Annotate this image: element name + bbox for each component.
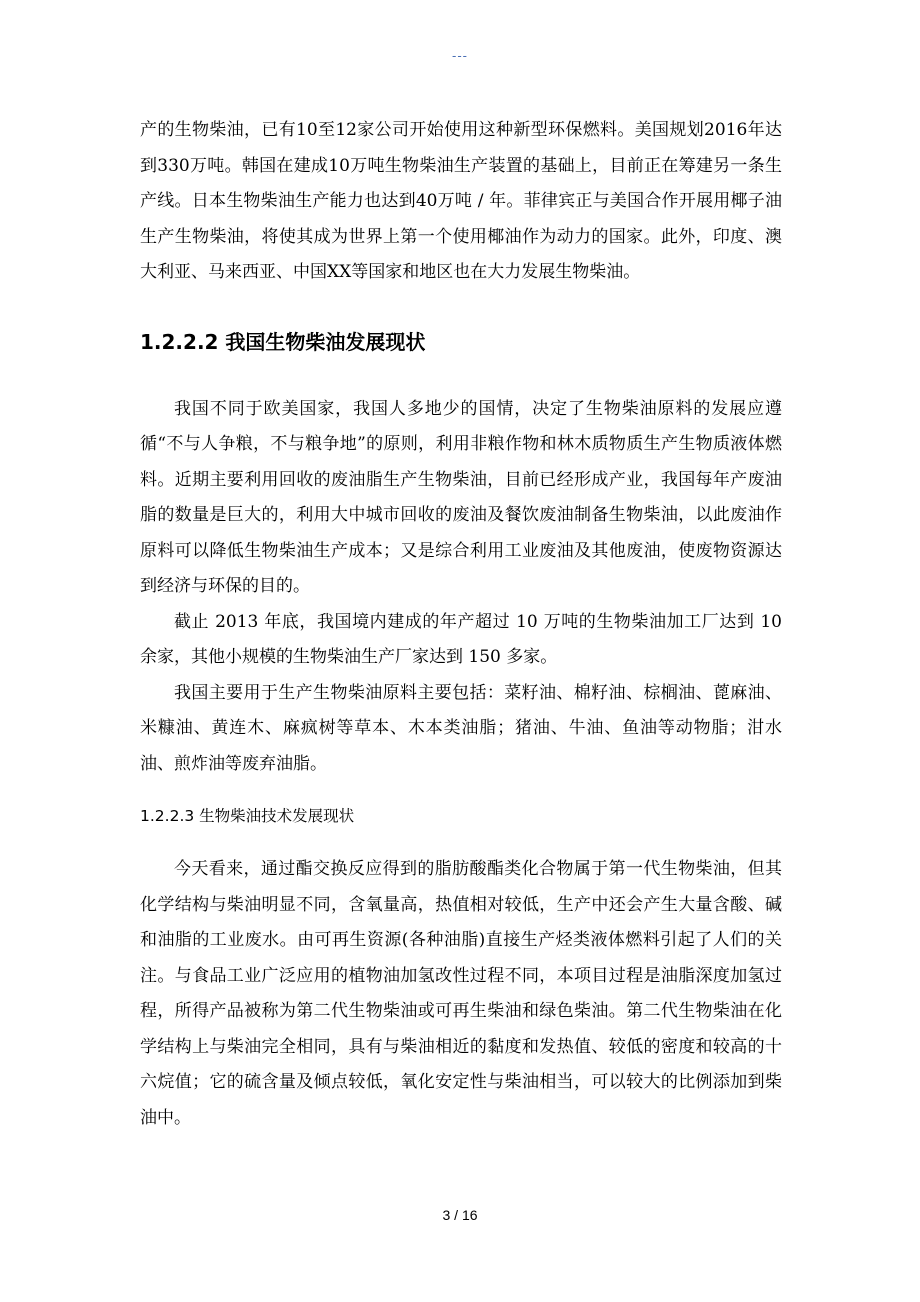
spacer (140, 782, 782, 804)
section-heading-1-2-2-2: 1.2.2.2 我国生物柴油发展现状 (140, 329, 426, 354)
page-number: 3 / 16 (442, 1207, 478, 1223)
paragraph-intro: 产的生物柴油，已有10至12家公司开始使用这种新型环保燃料。美国规划2016年达到330万吨。韩国在建成10万吨生物柴油生产装置的基础上，目前正在筹建另一条生产线。日本生物柴油生产能力也达到40万吨 / 年。菲律宾正与美国合作开展用椰子油生产生物柴油，将使其成为世界上第一个使用椰油作为动力的国家。此外，印度、澳大利亚、马来西亚、中国XX等国家和地区也在大力发展生物柴油。 (140, 120, 782, 282)
page-content (140, 113, 782, 1136)
paragraph-plants-2013: 截止 2013 年底，我国境内建成的年产超过 10 万吨的生物柴油加工厂达到 10 余家，其他小规模的生物柴油生产厂家达到 150 多家。 (140, 611, 782, 667)
spacer (140, 291, 782, 326)
paragraph-technology-status: 今天看来，通过酯交换反应得到的脂肪酸酯类化合物属于第一代生物柴油，但其化学结构与柴油明显不同，含氧量高，热值相对较低，生产中还会产生大量含酸、碱和油脂的工业废水。由可再生资源(各种油脂)直接生产烃类液体燃料引起了人们的关注。与食品工业广泛应用的植物油加氢改性过程不同，本项目过程是油脂深度加氢过程，所得产品被称为第二代生物柴油或可再生柴油和绿色柴油。第二代生物柴油在化学结构上与柴油完全相同，具有与柴油相近的黏度和发热值、较低的密度和较高的十六烷值；它的硫含量及倾点较低，氧化安定性与柴油相当，可以较大的比例添加到柴油中。 (140, 859, 782, 1128)
header-mark: --- (452, 48, 468, 63)
paragraph-raw-materials: 我国主要用于生产生物柴油原料主要包括：菜籽油、棉籽油、棕榈油、蓖麻油、米糠油、黄连木、麻疯树等草本、木本类油脂；猪油、牛油、鱼油等动物脂；泔水油、煎炸油等废弃油脂。 (140, 682, 782, 774)
spacer (140, 355, 782, 392)
spacer (140, 826, 782, 852)
paragraph-china-status: 我国不同于欧美国家，我国人多地少的国情，决定了生物柴油原料的发展应遵循“不与人争粮，不与粮争地”的原则，利用非粮作物和林木质物质生产生物质液体燃料。近期主要利用回收的废油脂生产生物柴油，目前已经形成产业，我国每年产废油脂的数量是巨大的，利用大中城市回收的废油及餐饮废油制备生物柴油，以此废油作原料可以降低生物柴油生产成本；又是综合利用工业废油及其他废油，使废物资源达到经济与环保的目的。 (140, 398, 782, 596)
section-heading-1-2-2-3: 1.2.2.3 生物柴油技术发展现状 (140, 807, 355, 825)
